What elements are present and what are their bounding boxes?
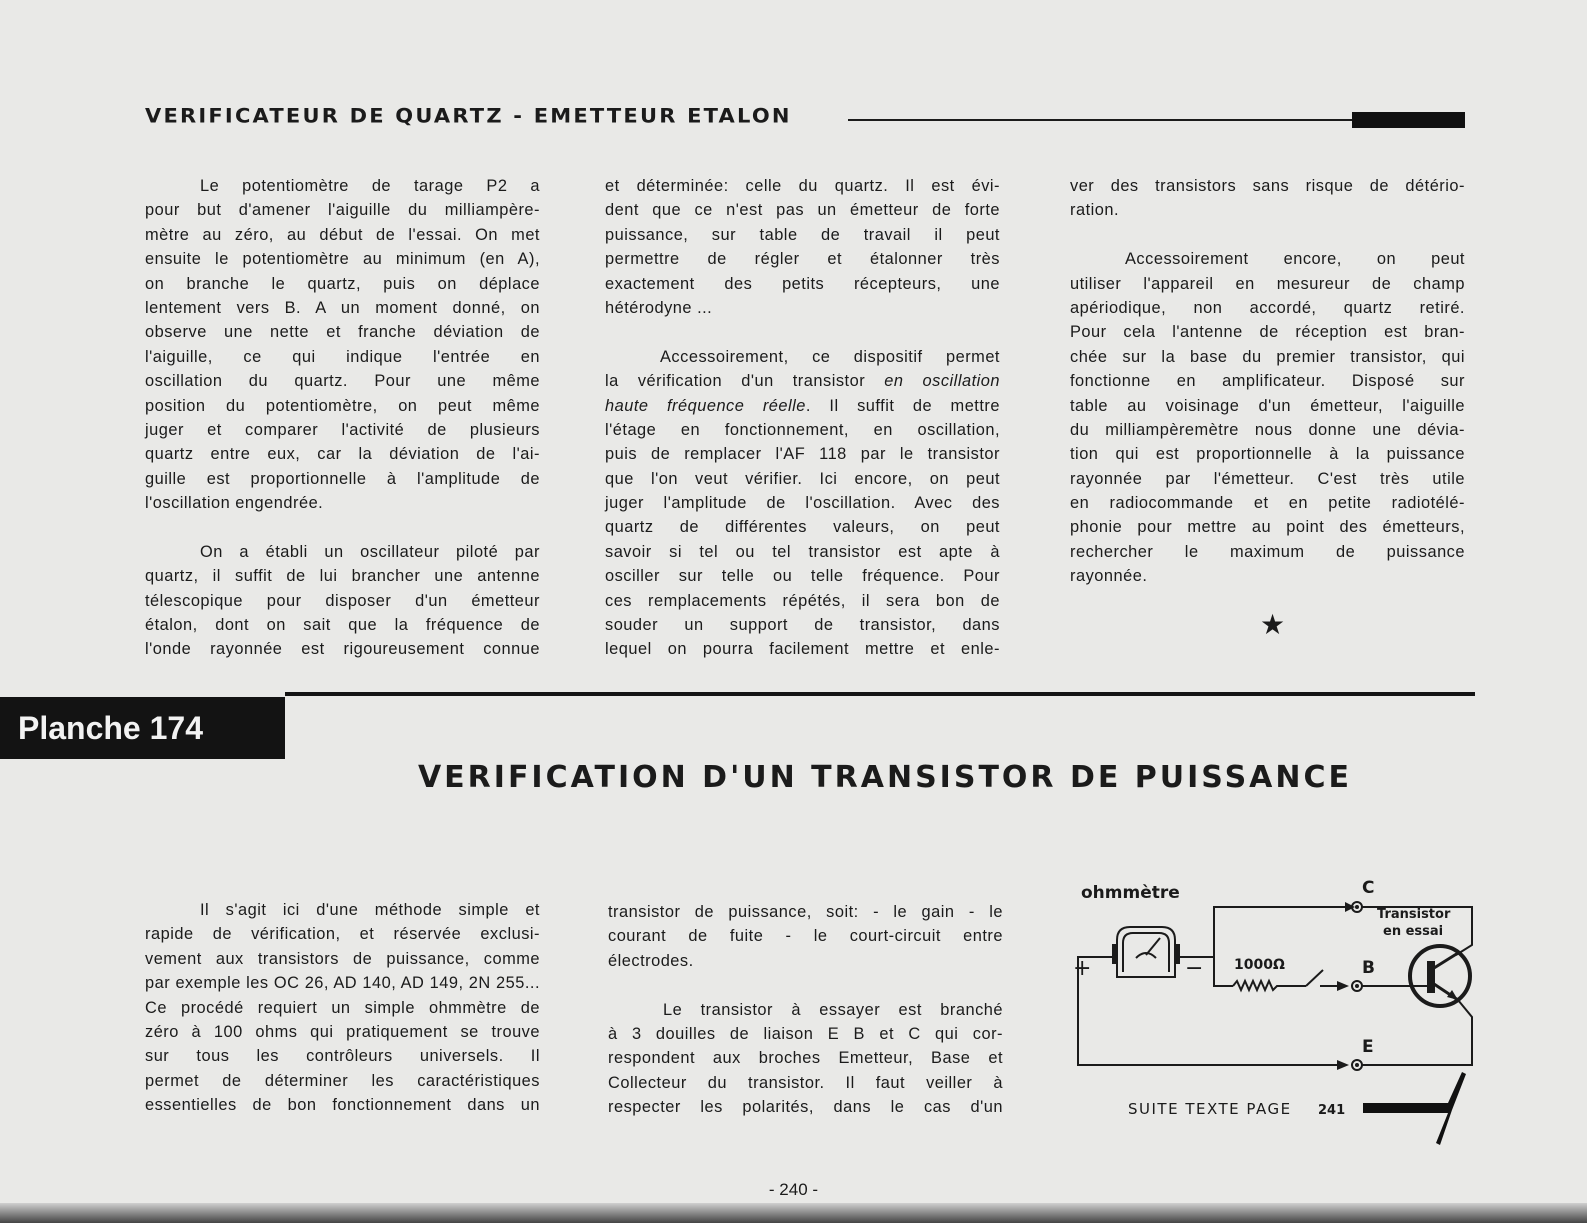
minus-sign: − xyxy=(1185,956,1204,981)
text-line: respondent aux broches Emetteur, Base et xyxy=(608,1049,1003,1068)
text-line: rayonnée. xyxy=(1070,567,1148,586)
text-line: zéro à 100 ohms qui pratiquement se trouve xyxy=(145,1022,540,1041)
text-line: l'oscillation engendrée. xyxy=(145,494,324,513)
text-line: l'aiguille, ce qui indique l'entrée en xyxy=(145,347,540,366)
text-line: On a établi un oscillateur piloté par xyxy=(200,542,540,561)
emphasis: haute fréquence réelle xyxy=(605,396,806,415)
text-line: fonctionne en amplificateur. Disposé sur xyxy=(1070,372,1465,391)
ohmmeter-label: ohmmètre xyxy=(1081,883,1180,903)
end-star-icon: ★ xyxy=(1260,609,1286,640)
text-line: vement aux transistors de puissance, comme xyxy=(145,949,540,968)
text-line: juger et comparer l'activité de plusieurs xyxy=(145,420,540,439)
text-line: tion qui est proportionnelle à la puissance xyxy=(1070,445,1465,464)
text-line: électrodes. xyxy=(608,951,694,970)
text-line: guille est proportionnelle à l'amplitude de xyxy=(145,469,540,488)
text-line: permet de déterminer les caractéristiques xyxy=(145,1071,540,1090)
text-line: Le potentiomètre de tarage P2 a xyxy=(200,177,540,195)
text-line: ensuite le potentiomètre au minimum (en A), xyxy=(145,250,540,269)
text-line: permettre de régler et étalonner très xyxy=(605,250,1000,269)
text-line: transistor de puissance, soit: - le gain - le xyxy=(608,903,1003,921)
text-line: rapide de vérification, et réservée exclusi- xyxy=(145,925,540,944)
text-line: Accessoirement encore, on peut xyxy=(1125,250,1465,269)
text-line: Accessoirement, ce dispositif permet xyxy=(660,347,1000,366)
text-line: sur tous les contrôleurs universels. Il xyxy=(145,1047,540,1066)
wire-emitter xyxy=(1078,957,1345,1065)
text-line: lequel on pourra facilement mettre et enle- xyxy=(605,640,1000,659)
text-line: quartz, il suffit de lui brancher une antenne xyxy=(145,567,540,586)
text-line: Pour cela l'antenne de réception est bran- xyxy=(1070,323,1465,342)
terminal-c-label: C xyxy=(1362,878,1375,898)
planche-label: Planche 174 xyxy=(0,697,285,759)
text-line: à 3 douilles de liaison E B et C qui cor- xyxy=(608,1024,1003,1043)
text-line: exactement des petits récepteurs, une xyxy=(605,274,1000,293)
text-line: Ce procédé requiert un simple ohmmètre de xyxy=(145,998,540,1017)
text-line: l'onde rayonnée est rigoureusement connue xyxy=(145,640,540,659)
text-line: table au voisinage d'un émetteur, l'aiguille xyxy=(1070,396,1465,415)
text-line: apériodique, non accordé, quartz retiré. xyxy=(1070,298,1465,317)
continuation-arrow-icon xyxy=(1363,1072,1466,1145)
continuation-text: SUITE TEXTE PAGE xyxy=(1128,1100,1292,1118)
text-line: que l'on veut vérifier. Ici encore, on peut xyxy=(605,469,1000,488)
text-line: quartz de différentes valeurs, on peut xyxy=(605,518,1000,537)
running-header: VERIFICATEUR DE QUARTZ - EMETTEUR ETALON xyxy=(145,104,792,128)
text-line: puis de remplacer l'AF 118 par le transistor xyxy=(605,445,1000,464)
text-line: juger l'amplitude de l'oscillation. Avec des xyxy=(605,494,1000,513)
terminal-b-label: B xyxy=(1362,958,1375,978)
text-line: ces remplacements répétés, il sera bon de xyxy=(605,591,1000,610)
text-line: on branche le quartz, puis on déplace xyxy=(145,274,540,293)
section-title: VERIFICATION D'UN TRANSISTOR DE PUISSANCE xyxy=(417,760,1353,795)
resistor-label: 1000Ω xyxy=(1234,957,1285,973)
page-number: - 240 - xyxy=(768,1180,819,1199)
text-line: observe une nette et franche déviation de xyxy=(145,323,540,342)
text-line: Collecteur du transistor. Il faut veiller à xyxy=(608,1073,1003,1092)
text-line: chée sur la base du premier transistor, qui xyxy=(1070,347,1465,366)
transistor-label-line1: Transistor xyxy=(1377,907,1451,922)
text-line: en radiocommande et en petite radiotélé- xyxy=(1070,494,1465,513)
text-line: télescopique pour disposer d'un émetteur xyxy=(145,591,540,610)
text-line: la vérification d'un transistor en oscillation xyxy=(605,372,1000,391)
text-line: pour but d'amener l'aiguille du milliampère- xyxy=(145,201,540,220)
text-line: par exemple les OC 26, AD 140, AD 149, 2N 255... xyxy=(145,974,540,993)
text-line: haute fréquence réelle. Il suffit de mettre xyxy=(605,396,1000,415)
continuation-page: 241 xyxy=(1318,1103,1346,1118)
switch-icon xyxy=(1306,970,1323,986)
text-line: souder un support de transistor, dans xyxy=(605,616,1000,635)
text-line: phonie pour mettre au point des émetteurs, xyxy=(1070,518,1465,537)
transistor-label-line2: en essai xyxy=(1383,924,1444,939)
resistor-icon xyxy=(1233,981,1306,990)
emphasis: en oscillation xyxy=(884,372,1000,391)
text-line: puissance, sur table de travail il peut xyxy=(605,225,1000,244)
plus-sign: + xyxy=(1073,956,1092,981)
text-line: étalon, dont on sait que la fréquence de xyxy=(145,616,540,635)
text-line: du milliampèremètre nous donne une dévia- xyxy=(1070,420,1465,439)
text-line: rechercher le maximum de puissance xyxy=(1070,542,1465,561)
ohmmeter-icon xyxy=(1113,927,1179,977)
wire-base xyxy=(1214,957,1233,986)
text-line: hétérodyne ... xyxy=(605,298,713,317)
transistor-icon xyxy=(1410,946,1470,1006)
text-line: osciller sur telle ou telle fréquence. Pour xyxy=(605,567,1000,586)
text-line: utiliser l'appareil en mesureur de champ xyxy=(1070,274,1465,293)
text-line: essentielles de bon fonctionnement dans un xyxy=(145,1096,540,1115)
wire-collector xyxy=(1179,907,1345,957)
text-line: respecter les polarités, dans le cas d'un xyxy=(608,1098,1003,1117)
text-line: Il s'agit ici d'une méthode simple et xyxy=(200,901,540,919)
text-line: et déterminée: celle du quartz. Il est évi- xyxy=(605,177,1000,195)
text-line: dent que ce n'est pas un émetteur de forte xyxy=(605,201,1000,220)
text-line: quartz entre eux, car la déviation de l'ai- xyxy=(145,445,540,464)
text-line: savoir si tel ou tel transistor est apte à xyxy=(605,542,1000,561)
text-line: lentement vers B. A un moment donné, on xyxy=(145,298,540,317)
terminal-e-label: E xyxy=(1362,1037,1374,1057)
text-line: l'étage en fonctionnement, en oscillation, xyxy=(605,420,1000,439)
text-line: courant de fuite - le court-circuit entre xyxy=(608,927,1003,946)
text-line: ver des transistors sans risque de détério- xyxy=(1070,177,1465,195)
text-line: ration. xyxy=(1070,201,1120,220)
text-line: position du potentiomètre, on peut même xyxy=(145,396,540,415)
text-line: Le transistor à essayer est branché xyxy=(663,1000,1003,1019)
scan-edge xyxy=(0,1203,1587,1223)
text-line: oscillation du quartz. Pour une même xyxy=(145,372,540,391)
text-line: mètre au zéro, au début de l'essai. On met xyxy=(145,225,540,244)
text-line: rayonnée par l'émetteur. C'est très utile xyxy=(1070,469,1465,488)
